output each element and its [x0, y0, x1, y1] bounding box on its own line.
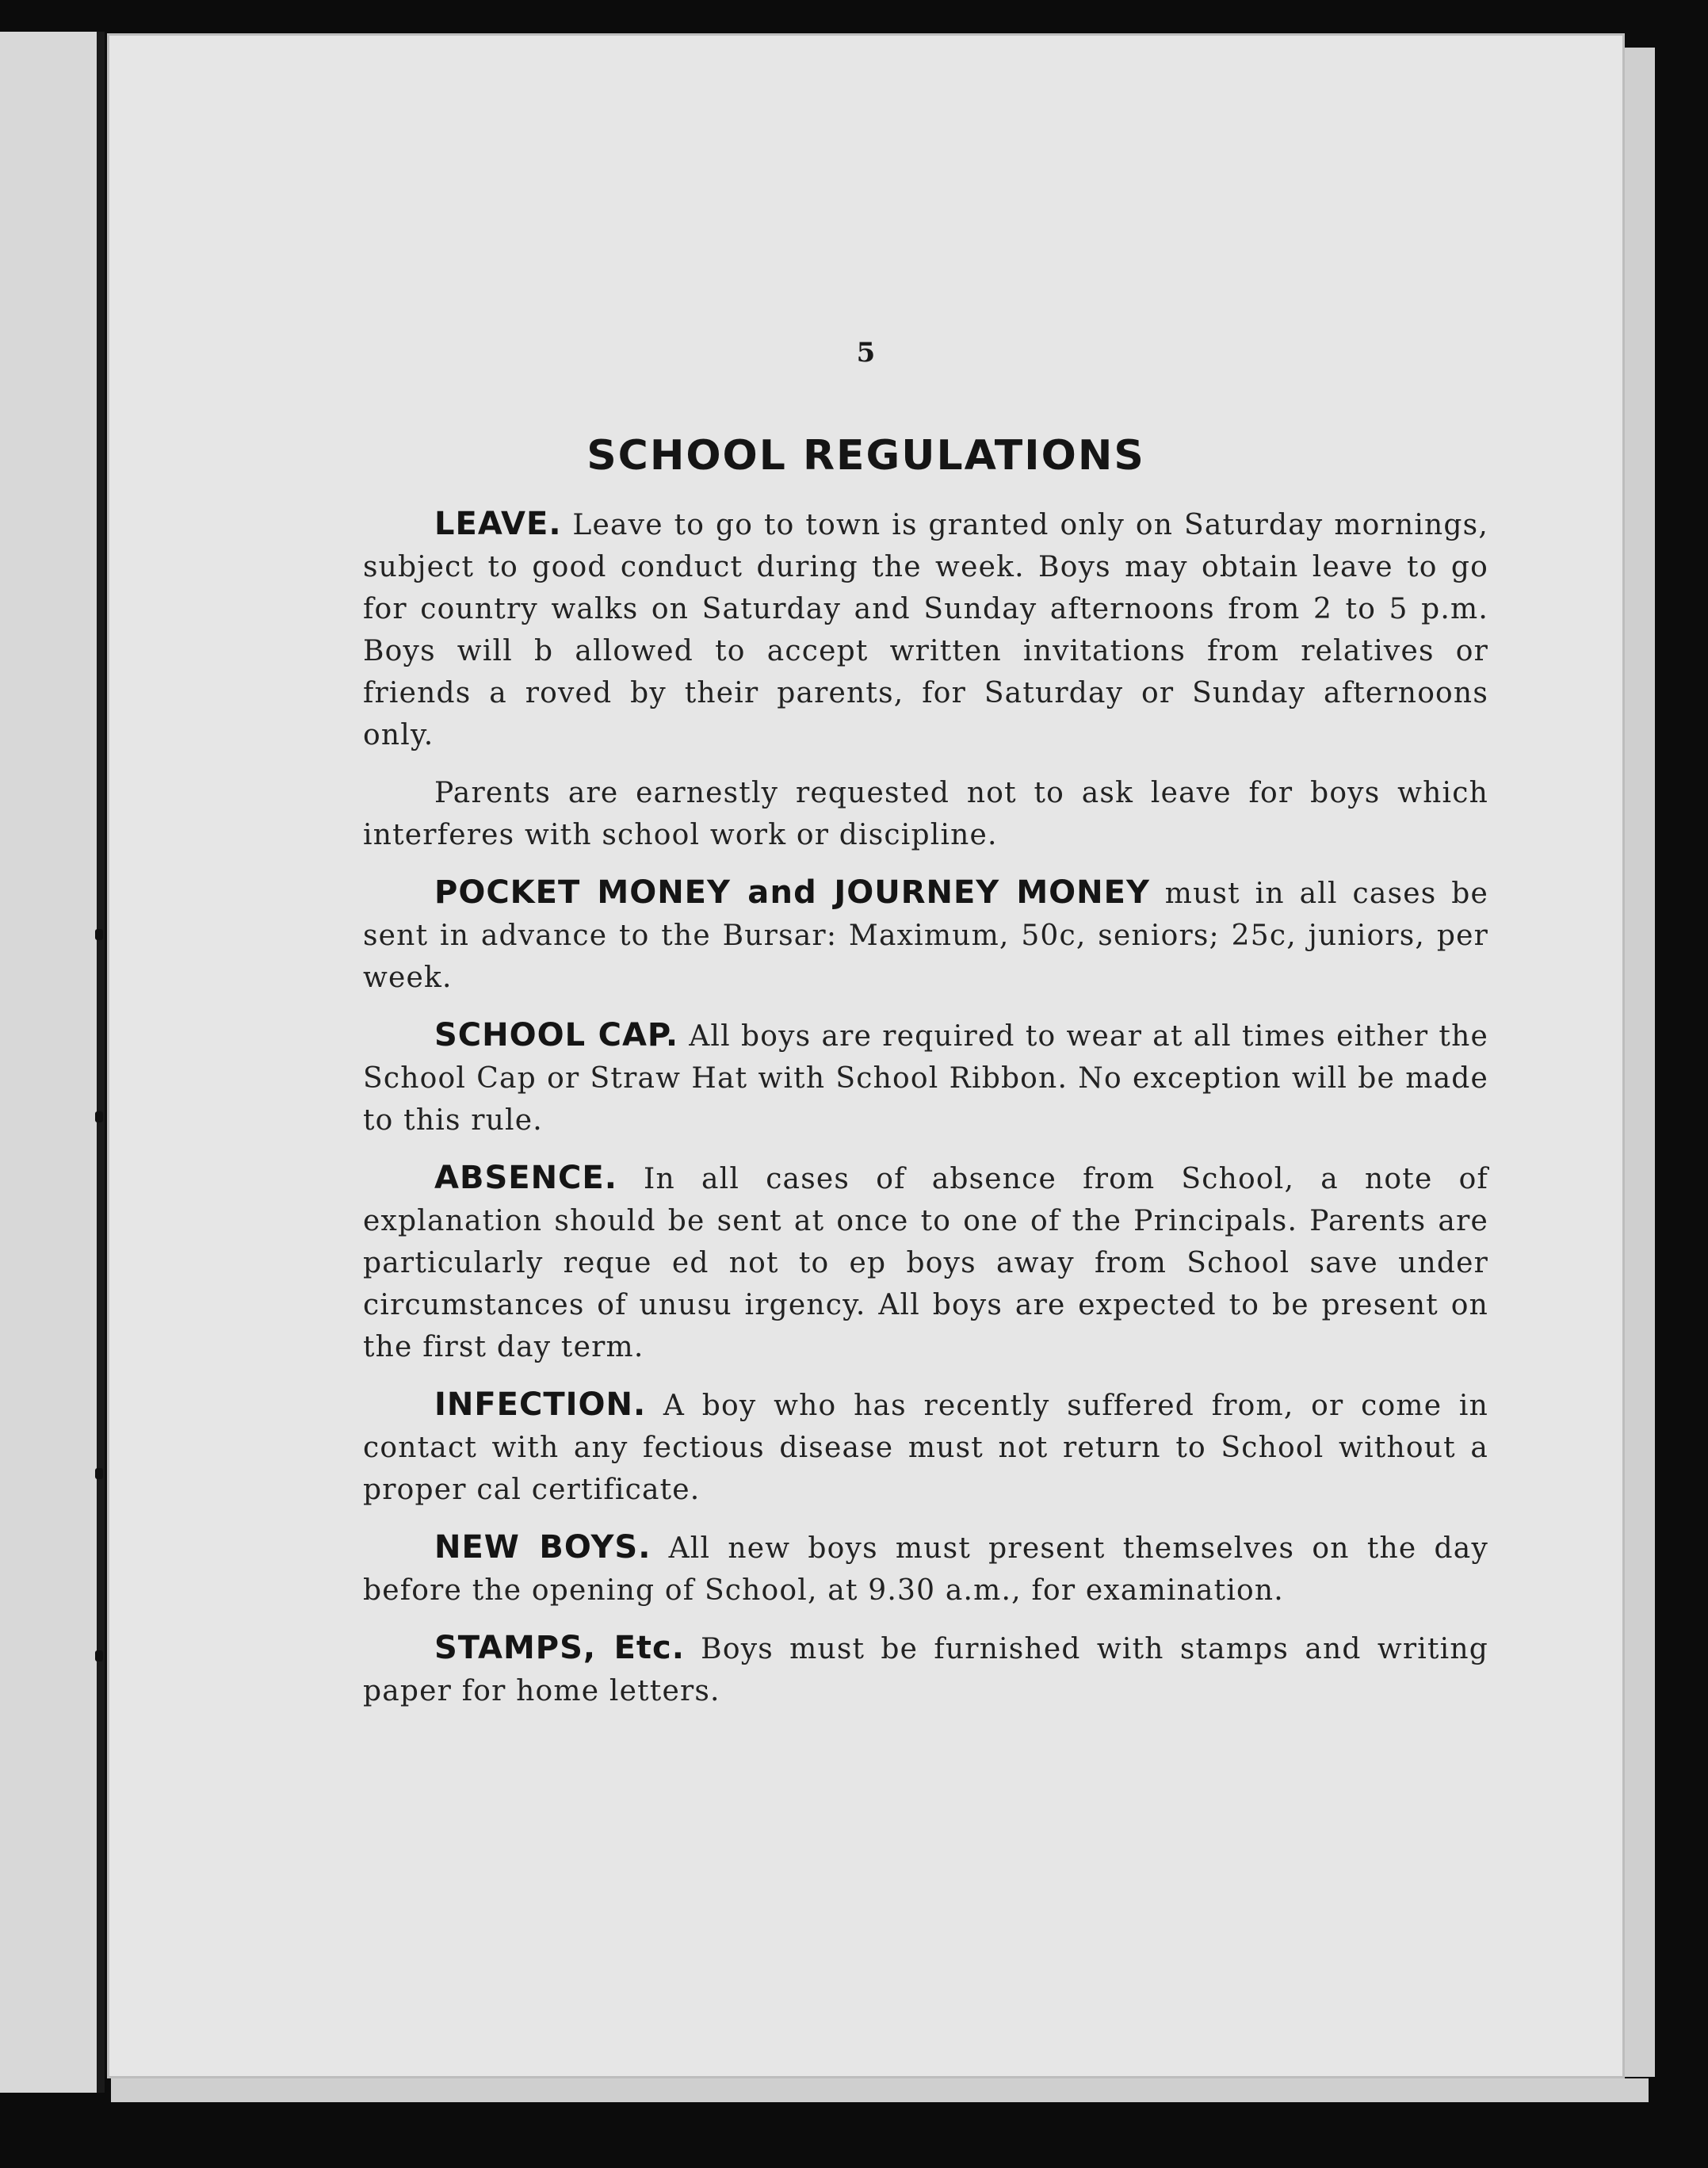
margin-mark — [95, 1650, 103, 1661]
section-absence — [363, 1157, 1488, 1368]
section-body: All boys are required to wear at all times either the School Cap or Straw Hat with School Ribbon. No exception will be made to this rule. — [363, 1020, 1488, 1137]
section-new-boys — [363, 1527, 1488, 1612]
section-heading-connector: and — [730, 874, 835, 911]
section-heading: INFECTION. — [434, 1386, 647, 1423]
margin-mark — [95, 1111, 103, 1122]
regulations-content — [363, 503, 1488, 1728]
page-number: 5 — [856, 337, 876, 369]
section-body: Parents are earnestly requested not to ask leave for boys which interferes with school work or discipline. — [363, 777, 1488, 851]
section-body: must in all cases be sent in advance to the Bursar: Maximum, 50c, seniors; 25c, juniors, per week. — [363, 878, 1489, 994]
section-pocket-money — [363, 872, 1488, 999]
section-infection — [363, 1384, 1488, 1511]
page — [107, 33, 1625, 2078]
section-body: A boy who has recently suffered from, or come in contact with any fectious disease must not return to School without a proper cal certificate. — [363, 1390, 1488, 1506]
section-leave — [363, 503, 1488, 756]
section-body: Boys must be furnished with stamps and writing paper for home letters. — [363, 1633, 1488, 1707]
bottom-page-edge — [111, 2078, 1649, 2102]
section-body: All new boys must present themselves on the day before the opening of School, at 9.30 a.m., for examination. — [363, 1532, 1488, 1607]
section-heading: SCHOOL CAP. — [434, 1017, 679, 1053]
book-spine — [97, 32, 105, 2093]
section-school-cap — [363, 1015, 1488, 1141]
section-heading: POCKET MONEY — [434, 874, 731, 911]
section-body: In all cases of absence from School, a note of explanation should be sent at once to one of the Principals. Parents are particularly reque ed not to ep boys away from School save under circumstances of unusu irgency. All boys are expected to be present on the first day term. — [363, 1163, 1488, 1363]
page-title: SCHOOL REGULATIONS — [587, 432, 1145, 480]
section-heading-secondary: JOURNEY MONEY — [834, 874, 1150, 911]
section-body: Leave to go to town is granted only on Saturday mornings, subject to good conduct during the week. Boys may obtain leave to go for country walks on Saturday and Sunday afternoons from 2 to 5 p.m. Boys will b allowed to accept written invitations from relatives or friends a roved by their parents, for Saturday or Sunday afternoons only. — [363, 509, 1488, 751]
section-stamps — [363, 1627, 1488, 1712]
margin-mark — [95, 929, 103, 940]
margin-mark — [95, 1468, 103, 1479]
section-heading: LEAVE. — [434, 506, 562, 542]
left-page-edge — [0, 32, 101, 2093]
right-page-edge — [1625, 48, 1655, 2077]
section-heading: NEW BOYS. — [434, 1529, 651, 1566]
section-heading: ABSENCE. — [434, 1160, 617, 1196]
section-leave-note — [363, 772, 1488, 856]
section-heading: STAMPS, Etc. — [434, 1630, 685, 1666]
